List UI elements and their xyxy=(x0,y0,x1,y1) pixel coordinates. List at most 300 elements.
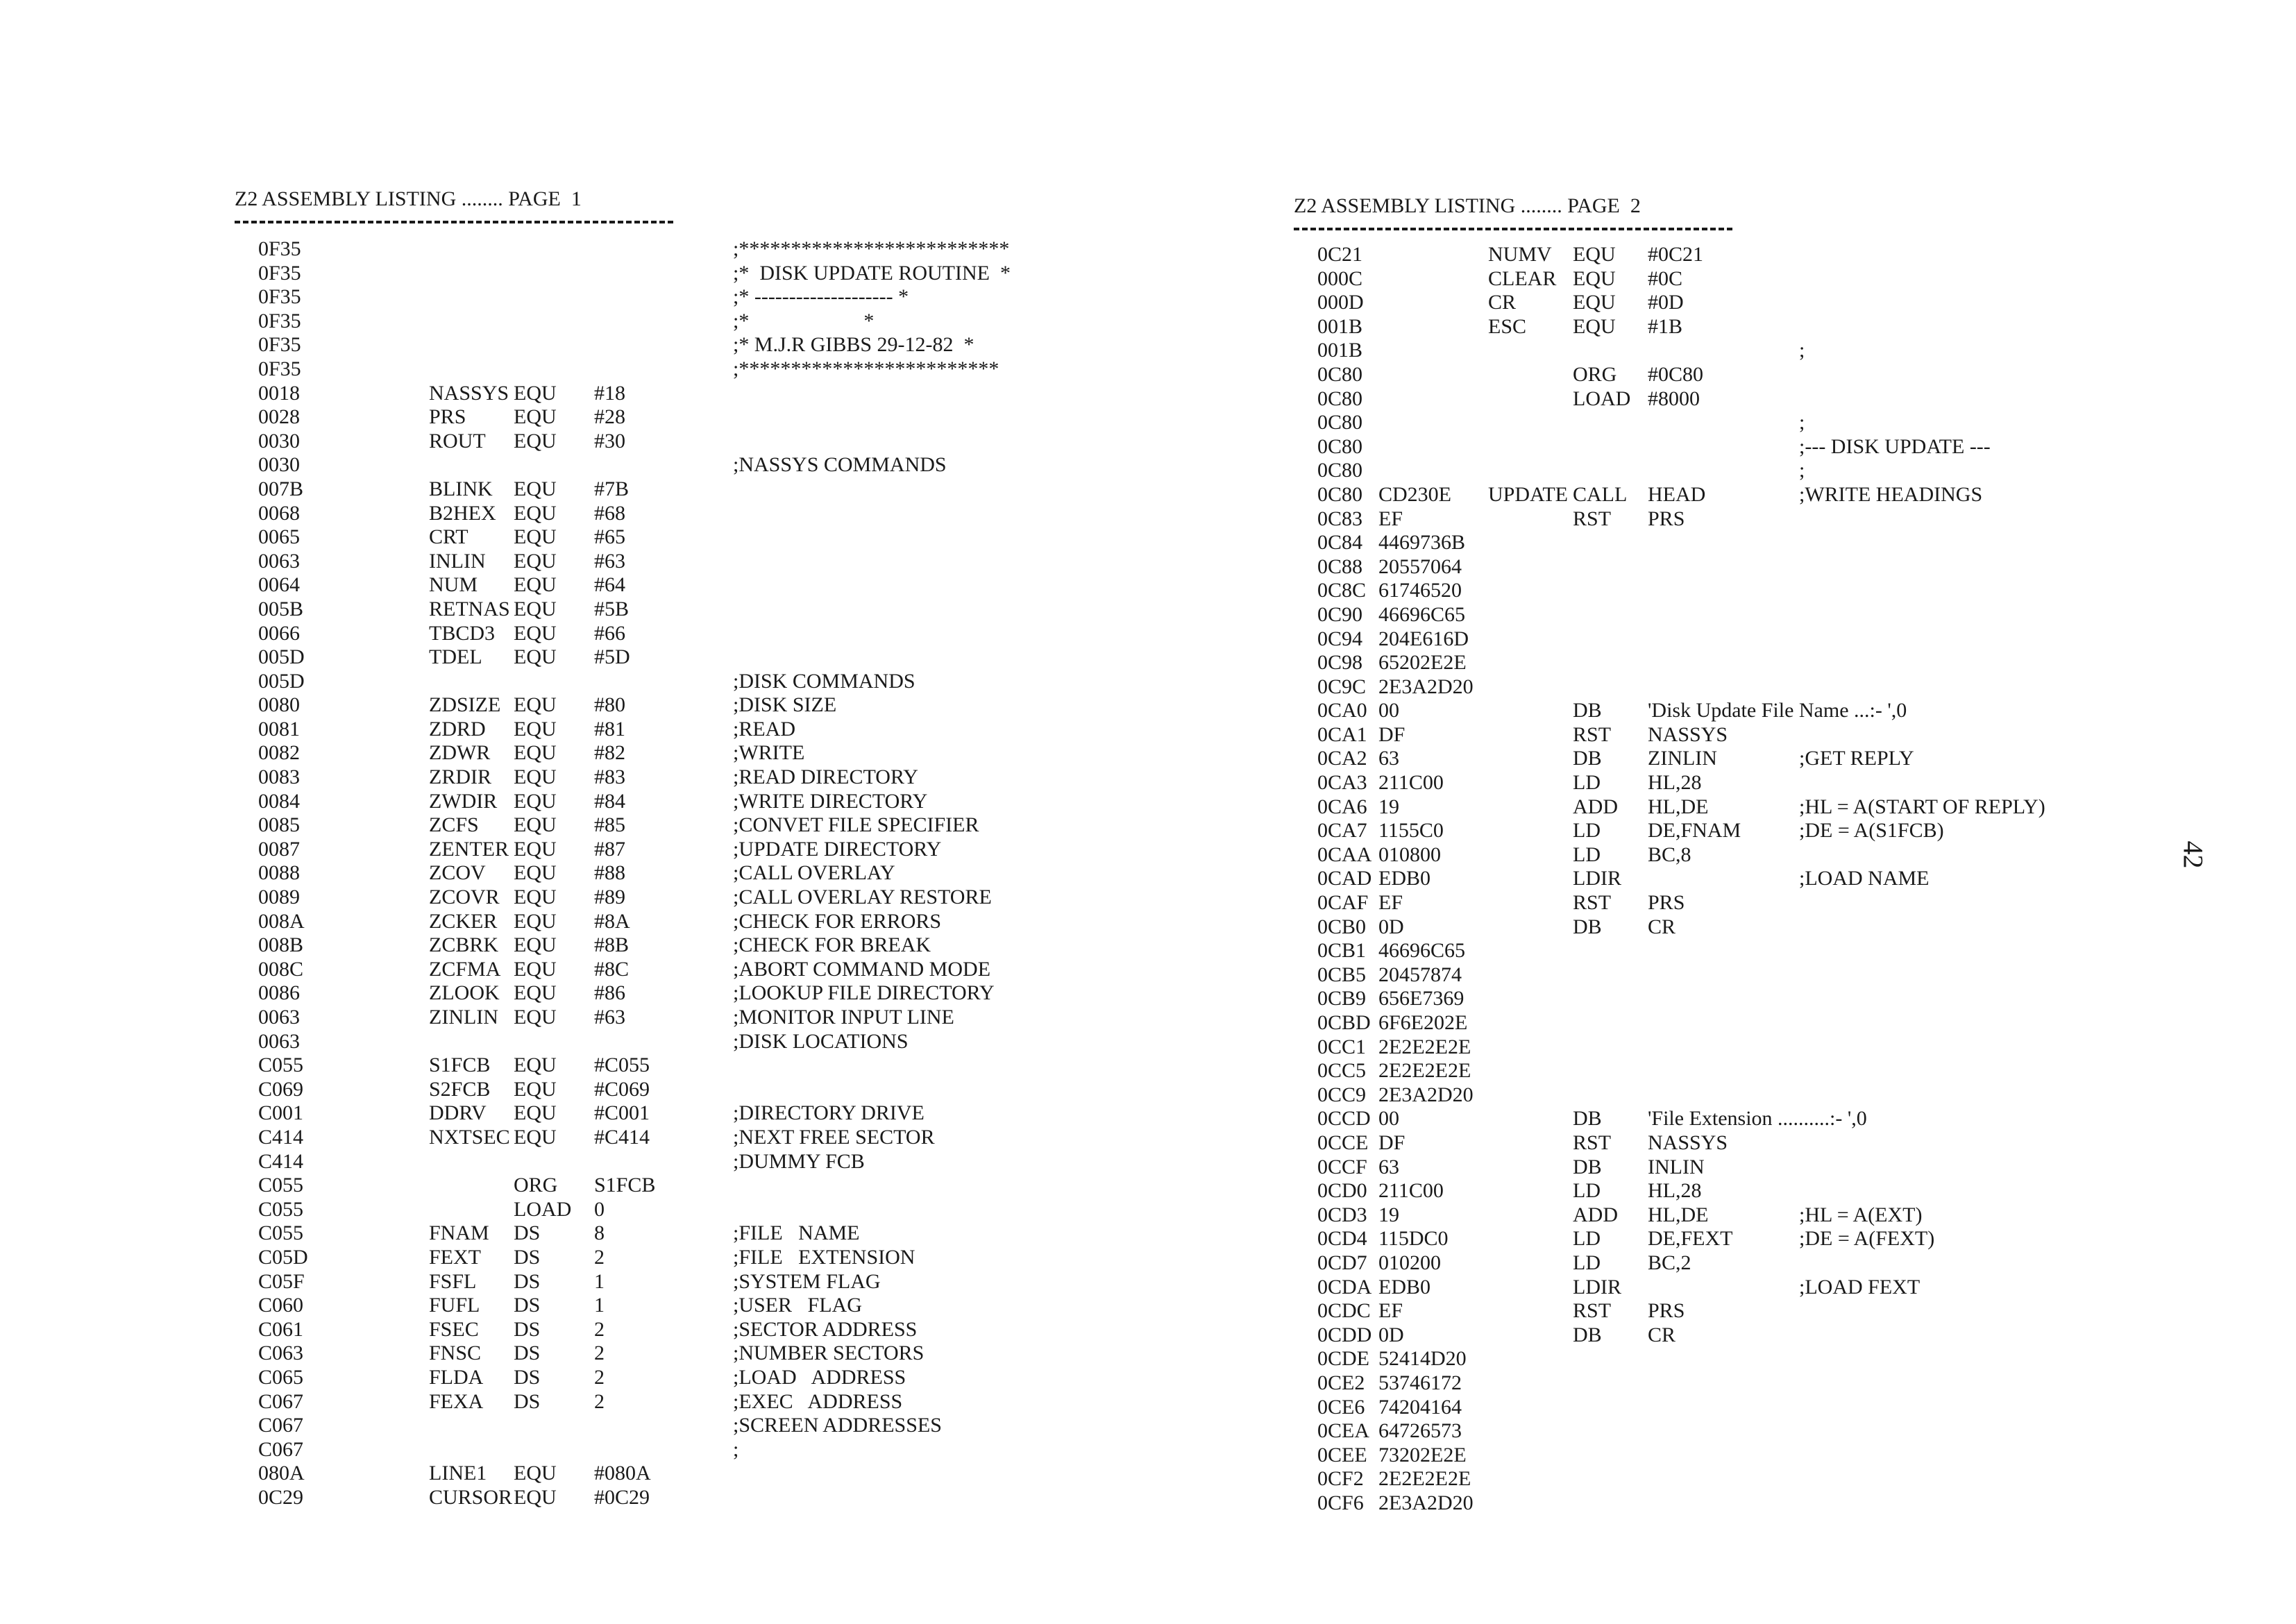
opcode: EQU xyxy=(1573,314,1616,338)
opcode: DS xyxy=(514,1365,541,1389)
operand: #63 xyxy=(594,1006,625,1029)
object-code: 2E2E2E2E xyxy=(1378,1467,1471,1491)
comment: ;READ xyxy=(733,717,795,741)
address: 005D xyxy=(258,669,305,693)
opcode: EQU xyxy=(514,813,557,837)
comment: ;* -------------------- * xyxy=(733,285,909,309)
operand: PRS xyxy=(1648,507,1685,530)
operand: #0D xyxy=(1648,291,1684,314)
comment: ;SCREEN ADDRESSES xyxy=(733,1414,942,1437)
opcode: DS xyxy=(514,1342,541,1365)
operand: 2 xyxy=(594,1245,605,1269)
label: FSFL xyxy=(429,1269,477,1293)
address: 0083 xyxy=(258,766,300,789)
operand: #5D xyxy=(594,645,630,669)
opcode: EQU xyxy=(514,1006,557,1029)
comment: ;************************** xyxy=(733,237,1010,260)
address: 0C83 xyxy=(1317,507,1363,530)
address: 0C80 xyxy=(1317,434,1363,458)
operand: #64 xyxy=(594,573,625,597)
object-code: 00 xyxy=(1378,699,1399,722)
page-2-header-rule xyxy=(1294,228,1732,230)
object-code: 6F6E202E xyxy=(1378,1011,1468,1034)
object-code: 64726573 xyxy=(1378,1419,1462,1443)
comment: ;--- DISK UPDATE --- xyxy=(1799,434,1991,458)
address: 0CA7 xyxy=(1317,819,1367,843)
operand: #82 xyxy=(594,741,625,765)
address: 0F35 xyxy=(258,261,301,285)
object-code: EF xyxy=(1378,507,1403,530)
comment: ;READ DIRECTORY xyxy=(733,766,918,789)
address: C065 xyxy=(258,1365,304,1389)
page-1-header: Z2 ASSEMBLY LISTING ........ PAGE 1 xyxy=(235,187,582,210)
label: NASSYS xyxy=(429,381,509,405)
operand: #28 xyxy=(594,405,625,429)
address: C055 xyxy=(258,1054,304,1077)
address: C061 xyxy=(258,1317,304,1341)
opcode: EQU xyxy=(514,429,557,452)
address: 0F35 xyxy=(258,285,301,309)
comment: ;WRITE xyxy=(733,741,805,765)
object-code: 211C00 xyxy=(1378,1179,1444,1203)
address: C414 xyxy=(258,1149,304,1173)
address: 0CA3 xyxy=(1317,771,1367,795)
operand: #5B xyxy=(594,597,630,620)
operand: S1FCB xyxy=(594,1174,656,1197)
object-code: 19 xyxy=(1378,1203,1399,1226)
address: 0018 xyxy=(258,381,300,405)
page-1-header-rule xyxy=(235,221,673,223)
operand: #68 xyxy=(594,501,625,525)
operand: ZINLIN xyxy=(1648,747,1717,770)
opcode: EQU xyxy=(514,837,557,861)
comment: ;NASSYS COMMANDS xyxy=(733,453,947,477)
address: 0F35 xyxy=(258,333,301,357)
label: ZDSIZE xyxy=(429,693,501,717)
object-code: 19 xyxy=(1378,795,1399,818)
address: C067 xyxy=(258,1437,304,1461)
address: 0063 xyxy=(258,1029,300,1053)
comment: ;LOAD FEXT xyxy=(1799,1275,1921,1299)
object-code: DF xyxy=(1378,1131,1406,1154)
address: 0063 xyxy=(258,549,300,573)
address: C05F xyxy=(258,1269,305,1293)
comment: ;ABORT COMMAND MODE xyxy=(733,957,991,981)
address: 000D xyxy=(1317,291,1364,314)
opcode: LDIR xyxy=(1573,1275,1621,1299)
operand: CR xyxy=(1648,915,1676,938)
object-code: 61746520 xyxy=(1378,579,1462,602)
opcode: EQU xyxy=(514,909,557,933)
operand: #65 xyxy=(594,525,625,549)
comment: ;LOAD ADDRESS xyxy=(733,1365,906,1389)
address: 0CEE xyxy=(1317,1443,1367,1466)
operand: HL,DE xyxy=(1648,1203,1709,1226)
operand: 2 xyxy=(594,1317,605,1341)
comment: ;CALL OVERLAY RESTORE xyxy=(733,886,992,909)
address: 000C xyxy=(1317,267,1363,290)
label: TDEL xyxy=(429,645,482,669)
opcode: DS xyxy=(514,1245,541,1269)
opcode: EQU xyxy=(514,886,557,909)
object-code: 63 xyxy=(1378,1155,1399,1178)
label: ZCOVR xyxy=(429,886,500,909)
operand: #0C29 xyxy=(594,1485,650,1509)
comment: ;GET REPLY xyxy=(1799,747,1914,770)
opcode: ORG xyxy=(514,1174,558,1197)
opcode: EQU xyxy=(514,1485,557,1509)
opcode: DB xyxy=(1573,1323,1602,1346)
operand: #63 xyxy=(594,549,625,573)
address: 0CF2 xyxy=(1317,1467,1364,1491)
opcode: CALL xyxy=(1573,482,1628,506)
opcode: EQU xyxy=(514,861,557,885)
address: 0C29 xyxy=(258,1485,304,1509)
address: 0CB5 xyxy=(1317,963,1367,986)
label: ZLOOK xyxy=(429,981,500,1005)
operand: #88 xyxy=(594,861,625,885)
label: ZRDIR xyxy=(429,766,491,789)
address: 0C80 xyxy=(1317,387,1363,410)
comment: ;WRITE DIRECTORY xyxy=(733,789,928,813)
operand: CR xyxy=(1648,1323,1676,1346)
label: ZDRD xyxy=(429,717,486,741)
address: 0C80 xyxy=(1317,482,1363,506)
address: 0086 xyxy=(258,981,300,1005)
address: 0080 xyxy=(258,693,300,717)
label: ZCFS xyxy=(429,813,479,837)
address: 0C9C xyxy=(1317,675,1367,698)
address: 0081 xyxy=(258,717,300,741)
comment: ;FILE NAME xyxy=(733,1221,860,1245)
operand: BC,8 xyxy=(1648,843,1691,866)
address: 0084 xyxy=(258,789,300,813)
address: 001B xyxy=(1317,314,1363,338)
address: 0CD3 xyxy=(1317,1203,1367,1226)
operand: #8B xyxy=(594,933,630,957)
opcode: ADD xyxy=(1573,795,1618,818)
object-code: EF xyxy=(1378,891,1403,915)
comment: ;* * xyxy=(733,309,875,332)
operand: #81 xyxy=(594,717,625,741)
label: ESC xyxy=(1488,314,1527,338)
object-code: 74204164 xyxy=(1378,1395,1462,1419)
operand: #C055 xyxy=(594,1054,650,1077)
label: ZCKER xyxy=(429,909,498,933)
opcode: DB xyxy=(1573,1107,1602,1131)
comment: ;NUMBER SECTORS xyxy=(733,1342,925,1365)
operand: INLIN xyxy=(1648,1155,1705,1178)
opcode: EQU xyxy=(514,645,557,669)
address: 0CA1 xyxy=(1317,722,1367,746)
comment: ;EXEC ADDRESS xyxy=(733,1389,903,1413)
address: 0CC9 xyxy=(1317,1083,1367,1106)
object-code: DF xyxy=(1378,722,1406,746)
address: 0082 xyxy=(258,741,300,765)
opcode: EQU xyxy=(514,1077,557,1101)
opcode: LD xyxy=(1573,1227,1601,1251)
label: CLEAR xyxy=(1488,267,1557,290)
object-code: 2E2E2E2E xyxy=(1378,1059,1471,1083)
object-code: 20457874 xyxy=(1378,963,1462,986)
operand: PRS xyxy=(1648,891,1685,915)
object-code: 115DC0 xyxy=(1378,1227,1449,1251)
opcode: LOAD xyxy=(1573,387,1631,410)
label: ZWDIR xyxy=(429,789,498,813)
object-code: 0D xyxy=(1378,915,1404,938)
operand: 8 xyxy=(594,1221,605,1245)
label: FEXT xyxy=(429,1245,481,1269)
operand: #C414 xyxy=(594,1125,650,1149)
opcode: DB xyxy=(1573,915,1602,938)
object-code: 211C00 xyxy=(1378,771,1444,795)
opcode: EQU xyxy=(514,621,557,645)
operand: #1B xyxy=(1648,314,1683,338)
label: PRS xyxy=(429,405,466,429)
comment: ; xyxy=(1799,411,1805,434)
comment: ;* M.J.R GIBBS 29-12-82 * xyxy=(733,333,974,357)
label: FLDA xyxy=(429,1365,484,1389)
operand: #85 xyxy=(594,813,625,837)
opcode: RST xyxy=(1573,1299,1612,1323)
opcode: EQU xyxy=(514,501,557,525)
address: 0088 xyxy=(258,861,300,885)
address: 0CA0 xyxy=(1317,699,1367,722)
label: ZCOV xyxy=(429,861,486,885)
address: C067 xyxy=(258,1414,304,1437)
address: C055 xyxy=(258,1221,304,1245)
address: 0CB1 xyxy=(1317,939,1367,963)
operand: #0C21 xyxy=(1648,243,1704,266)
label: S1FCB xyxy=(429,1054,491,1077)
comment: ; xyxy=(733,1437,739,1461)
opcode: RST xyxy=(1573,1131,1612,1154)
address: 0C94 xyxy=(1317,627,1363,650)
object-code: 73202E2E xyxy=(1378,1443,1467,1466)
address: 0CD4 xyxy=(1317,1227,1367,1251)
address: C069 xyxy=(258,1077,304,1101)
address: 0CE6 xyxy=(1317,1395,1365,1419)
label: ZDWR xyxy=(429,741,491,765)
comment: ;CALL OVERLAY xyxy=(733,861,895,885)
address: C063 xyxy=(258,1342,304,1365)
address: 0F35 xyxy=(258,309,301,332)
label: S2FCB xyxy=(429,1077,491,1101)
address: C05D xyxy=(258,1245,308,1269)
operand: 'File Extension ..........:- ',0 xyxy=(1648,1107,1867,1131)
opcode: DB xyxy=(1573,747,1602,770)
operand: #30 xyxy=(594,429,625,452)
comment: ;FILE EXTENSION xyxy=(733,1245,915,1269)
address: 0CDD xyxy=(1317,1323,1372,1346)
address: 0C80 xyxy=(1317,459,1363,482)
object-code: 2E3A2D20 xyxy=(1378,675,1474,698)
label: CURSOR xyxy=(429,1485,513,1509)
address: 0CF6 xyxy=(1317,1491,1364,1514)
address: 0CDA xyxy=(1317,1275,1372,1299)
operand: #8C xyxy=(594,957,630,981)
address: 008C xyxy=(258,957,304,981)
label: FUFL xyxy=(429,1294,480,1317)
address: 0C80 xyxy=(1317,411,1363,434)
object-code: 63 xyxy=(1378,747,1399,770)
object-code: 656E7369 xyxy=(1378,987,1464,1010)
address: 001B xyxy=(1317,339,1363,362)
opcode: RST xyxy=(1573,507,1612,530)
operand: HL,28 xyxy=(1648,1179,1702,1203)
comment: ;SYSTEM FLAG xyxy=(733,1269,881,1293)
comment: ;HL = A(EXT) xyxy=(1799,1203,1923,1226)
operand: #84 xyxy=(594,789,625,813)
opcode: EQU xyxy=(514,1125,557,1149)
address: C055 xyxy=(258,1174,304,1197)
object-code: 2E2E2E2E xyxy=(1378,1035,1471,1058)
address: 0CAA xyxy=(1317,843,1372,866)
address: 0CCF xyxy=(1317,1155,1367,1178)
opcode: ADD xyxy=(1573,1203,1618,1226)
opcode: DS xyxy=(514,1269,541,1293)
object-code: 204E616D xyxy=(1378,627,1469,650)
opcode: EQU xyxy=(514,1101,557,1125)
label: NXTSEC xyxy=(429,1125,510,1149)
opcode: LD xyxy=(1573,819,1601,843)
comment: ;LOOKUP FILE DIRECTORY xyxy=(733,981,995,1005)
opcode: EQU xyxy=(514,525,557,549)
address: 007B xyxy=(258,477,304,500)
comment: ;CONVET FILE SPECIFIER xyxy=(733,813,979,837)
object-code: 46696C65 xyxy=(1378,602,1466,626)
label: TBCD3 xyxy=(429,621,496,645)
opcode: EQU xyxy=(514,933,557,957)
operand: HL,DE xyxy=(1648,795,1709,818)
opcode: EQU xyxy=(514,789,557,813)
address: 0CA2 xyxy=(1317,747,1367,770)
object-code: 0D xyxy=(1378,1323,1404,1346)
object-code: 010800 xyxy=(1378,843,1441,866)
address: C067 xyxy=(258,1389,304,1413)
label: ZCBRK xyxy=(429,933,499,957)
address: 0F35 xyxy=(258,357,301,380)
comment: ; xyxy=(1799,339,1805,362)
comment: ; xyxy=(1799,459,1805,482)
address: 008A xyxy=(258,909,305,933)
operand: 0 xyxy=(594,1197,605,1221)
opcode: DB xyxy=(1573,699,1602,722)
operand: #0C xyxy=(1648,267,1683,290)
address: 0CA6 xyxy=(1317,795,1367,818)
comment: ;MONITOR INPUT LINE xyxy=(733,1006,954,1029)
label: BLINK xyxy=(429,477,493,500)
address: 0030 xyxy=(258,429,300,452)
opcode: ORG xyxy=(1573,362,1617,386)
label: RETNAS xyxy=(429,597,510,620)
object-code: 1155C0 xyxy=(1378,819,1444,843)
comment: ;SECTOR ADDRESS xyxy=(733,1317,918,1341)
address: 0CD0 xyxy=(1317,1179,1367,1203)
operand: #8000 xyxy=(1648,387,1700,410)
address: 0CC5 xyxy=(1317,1059,1367,1083)
comment: ;************************* xyxy=(733,357,999,380)
object-code: 52414D20 xyxy=(1378,1347,1467,1371)
operand: NASSYS xyxy=(1648,722,1728,746)
object-code: 4469736B xyxy=(1378,531,1466,555)
label: ROUT xyxy=(429,429,486,452)
label: LINE1 xyxy=(429,1462,487,1485)
address: 0CAD xyxy=(1317,867,1372,890)
opcode: LD xyxy=(1573,1251,1601,1274)
operand: #0C80 xyxy=(1648,362,1704,386)
opcode: EQU xyxy=(514,381,557,405)
opcode: EQU xyxy=(514,573,557,597)
address: 0066 xyxy=(258,621,300,645)
address: 0CDE xyxy=(1317,1347,1369,1371)
label: ZENTER xyxy=(429,837,509,861)
operand: #86 xyxy=(594,981,625,1005)
comment: ;DISK SIZE xyxy=(733,693,837,717)
address: 0CE2 xyxy=(1317,1371,1365,1394)
object-code: 00 xyxy=(1378,1107,1399,1131)
object-code: 65202E2E xyxy=(1378,651,1467,675)
opcode: EQU xyxy=(514,766,557,789)
operand: BC,2 xyxy=(1648,1251,1691,1274)
opcode: EQU xyxy=(514,597,557,620)
address: 0063 xyxy=(258,1006,300,1029)
address: C055 xyxy=(258,1197,304,1221)
opcode: RST xyxy=(1573,891,1612,915)
object-code: 53746172 xyxy=(1378,1371,1462,1394)
operand: #66 xyxy=(594,621,625,645)
label: DDRV xyxy=(429,1101,487,1125)
label: FNSC xyxy=(429,1342,482,1365)
address: 0CBD xyxy=(1317,1011,1371,1034)
opcode: LOAD xyxy=(514,1197,572,1221)
address: 005D xyxy=(258,645,305,669)
comment: ;NEXT FREE SECTOR xyxy=(733,1125,935,1149)
comment: ;LOAD NAME xyxy=(1799,867,1930,890)
operand: #080A xyxy=(594,1462,651,1485)
comment: ;* DISK UPDATE ROUTINE * xyxy=(733,261,1011,285)
operand: 'Disk Update File Name ...:- ',0 xyxy=(1648,699,1907,722)
address: 0068 xyxy=(258,501,300,525)
operand: HEAD xyxy=(1648,482,1706,506)
opcode: EQU xyxy=(514,957,557,981)
operand: 1 xyxy=(594,1294,605,1317)
address: 005B xyxy=(258,597,304,620)
comment: ;WRITE HEADINGS xyxy=(1799,482,1983,506)
label: CRT xyxy=(429,525,469,549)
opcode: EQU xyxy=(1573,243,1616,266)
opcode: EQU xyxy=(1573,291,1616,314)
opcode: EQU xyxy=(1573,267,1616,290)
address: 0CAF xyxy=(1317,891,1369,915)
operand: DE,FNAM xyxy=(1648,819,1741,843)
address: 0085 xyxy=(258,813,300,837)
label: INLIN xyxy=(429,549,486,573)
address: 0CEA xyxy=(1317,1419,1369,1443)
comment: ;UPDATE DIRECTORY xyxy=(733,837,942,861)
opcode: EQU xyxy=(514,1054,557,1077)
address: 0CC1 xyxy=(1317,1035,1367,1058)
opcode: EQU xyxy=(514,981,557,1005)
label: ZCFMA xyxy=(429,957,501,981)
object-code: EDB0 xyxy=(1378,1275,1430,1299)
address: 0C21 xyxy=(1317,243,1363,266)
opcode: LD xyxy=(1573,771,1601,795)
operand: HL,28 xyxy=(1648,771,1702,795)
opcode: DS xyxy=(514,1317,541,1341)
address: 0030 xyxy=(258,453,300,477)
operand: #87 xyxy=(594,837,625,861)
